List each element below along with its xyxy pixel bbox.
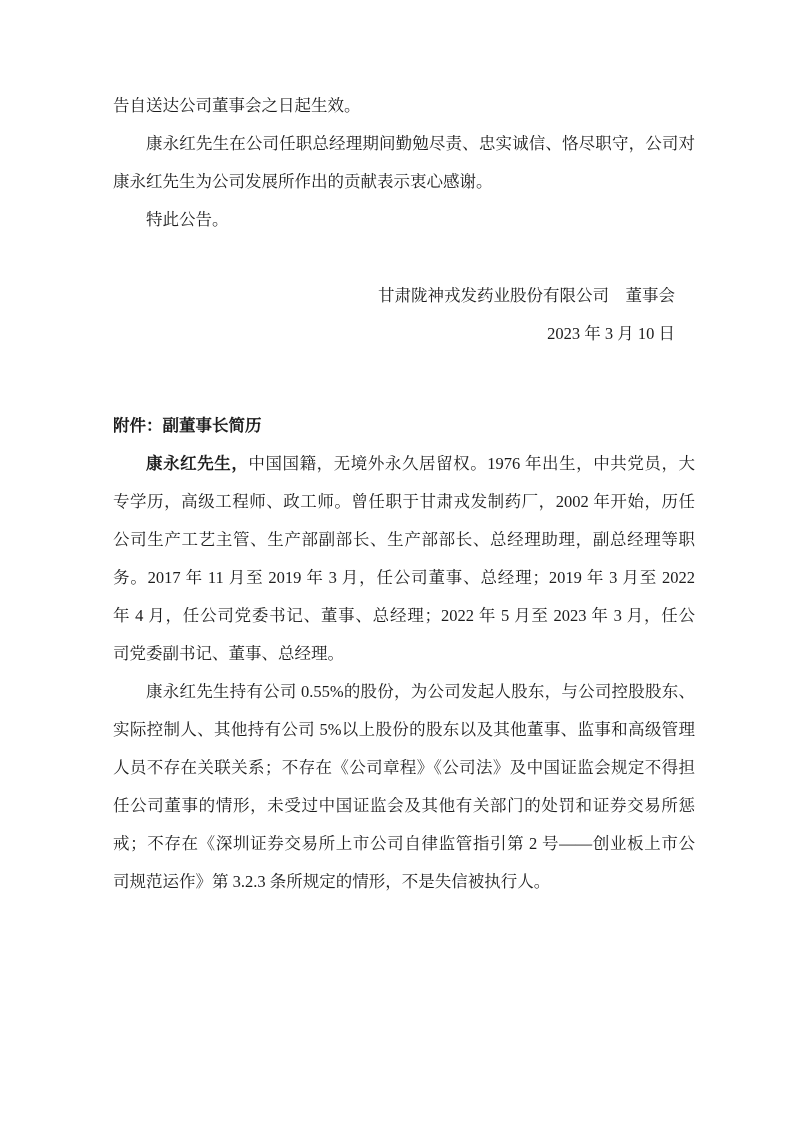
person-name-bold: 康永红先生， — [146, 454, 249, 473]
blank-line — [113, 353, 695, 391]
body-line-1: 告自送达公司董事会之日起生效。 — [113, 96, 361, 115]
attachment-heading: 附件：副董事长简历 — [113, 416, 262, 435]
blank-line — [113, 239, 695, 277]
bio-line-12: 司规范运作》第 3.2.3 条所规定的情形，不是失信被执行人。 — [113, 872, 551, 891]
body-line-4: 特此公告。 — [146, 210, 229, 229]
bio-line-4: 务。2017 年 11 月至 2019 年 3 月，任公司董事、总经理；2019 年 3 月至 2022 — [113, 568, 695, 587]
body-line-3: 康永红先生为公司发展所作出的贡献表示衷心感谢。 — [113, 172, 493, 191]
body-line-2: 康永红先生在公司任职总经理期间勤勉尽责、忠实诚信、恪尽职守，公司对 — [146, 134, 695, 153]
bio-line-7: 康永红先生持有公司 0.55%的股份，为公司发起人股东，与公司控股股东、 — [146, 682, 695, 701]
signature-date: 2023 年 3 月 10 日 — [547, 324, 675, 343]
bio-line-1: 康永红先生，中国国籍，无境外永久居留权。1976 年出生，中共党员，大 — [146, 454, 695, 473]
signature-company: 甘肃陇神戎发药业股份有限公司 董事会 — [378, 286, 675, 305]
document-content — [113, 87, 695, 901]
bio-line-11: 戒；不存在《深圳证券交易所上市公司自律监管指引第 2 号——创业板上市公 — [113, 834, 695, 853]
bio-line-10: 任公司董事的情形，未受过中国证监会及其他有关部门的处罚和证券交易所惩 — [113, 796, 695, 815]
bio-line-3: 公司生产工艺主管、生产部副部长、生产部部长、总经理助理，副总经理等职 — [113, 530, 695, 549]
bio-line-9: 人员不存在关联关系；不存在《公司章程》《公司法》及中国证监会规定不得担 — [113, 758, 695, 777]
bio-line-8: 实际控制人、其他持有公司 5%以上股份的股东以及其他董事、监事和高级管理 — [113, 720, 695, 739]
bio-line-2: 专学历，高级工程师、政工师。曾任职于甘肃戎发制药厂，2002 年开始，历任 — [113, 492, 695, 511]
bio-line-6: 司党委副书记、董事、总经理。 — [113, 644, 344, 663]
text-lines — [113, 87, 695, 901]
bio-line-5: 年 4 月，任公司党委书记、董事、总经理；2022 年 5 月至 2023 年 3 月，任公 — [113, 606, 695, 625]
